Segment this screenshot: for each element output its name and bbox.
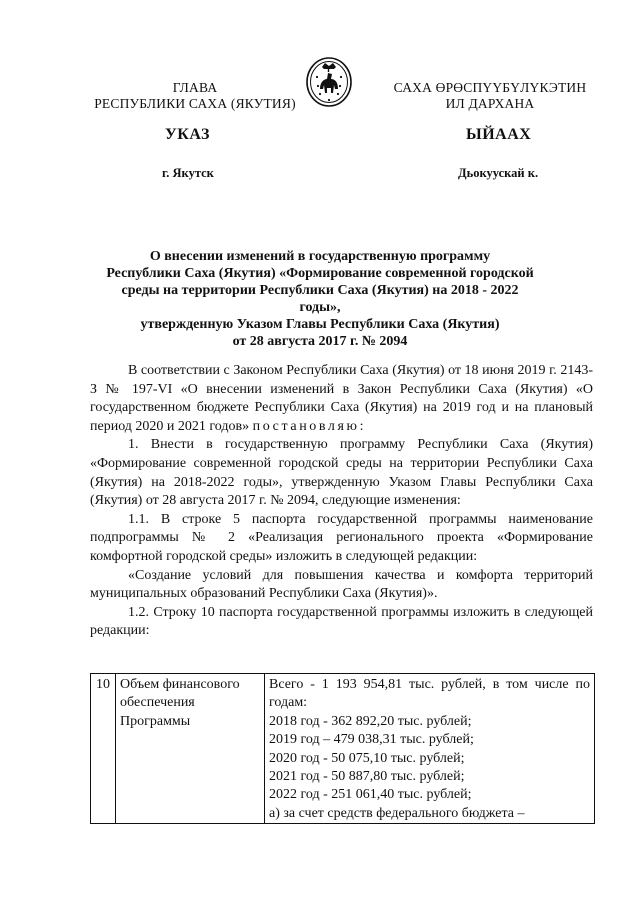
clause-1: 1. Внести в государственную программу Республики Саха (Якутия) «Формирование современной городской среды на территории Республики Саха (Якутия) на 2018-2022 годы», утвержденную Указом Главы Республики Саха (Якутия) от 28 августа 2017 г. № 2094, следующие изменения: [90, 437, 593, 509]
header-right-line2: ИЛ ДАРХАНА [445, 96, 535, 111]
title-line: среды на территории Республики Саха (Якутия) на 2018 - 2022 годы», [121, 283, 519, 315]
city-russian: г. Якутск [162, 166, 214, 180]
row-number-cell: 10 [91, 674, 116, 824]
preamble-text: В соответствии с Законом Республики Саха (Якутия) от 18 июня 2019 г. 2143-З № 197-VI «О внесении изменений в Закон Республики Саха (Якутия) «О государственном бюджете Республики Саха (Якутия) на 2019 год и на плановый период 2020 и 2021 годов» [90, 363, 593, 434]
funding-line: 2019 год – 479 038,31 тыс. рублей; [269, 732, 474, 748]
sakha-coat-of-arms-icon [305, 55, 353, 107]
table-row [91, 674, 595, 824]
doc-type-ukaz: УКАЗ [165, 126, 210, 143]
funding-line: 2020 год - 50 075,10 тыс. рублей; [269, 750, 465, 766]
header-left-line1: ГЛАВА [172, 80, 218, 95]
doc-type-yiyaakh: ЫЙААХ [466, 126, 532, 143]
clause-1-1: 1.1. В строке 5 паспорта государственной программы наименование подпрограммы № 2 «Реализация регионального проекта «Формирование комфортной городской среды» изложить в следующей редакции: [90, 511, 593, 564]
passport-table [90, 673, 595, 824]
row-value-cell [265, 674, 595, 824]
funding-line: 2022 год - 251 061,40 тыс. рублей; [269, 787, 472, 803]
funding-line: а) за счет средств федерального бюджета – [269, 805, 525, 821]
document-title [100, 248, 540, 350]
title-line: Республики Саха (Якутия) «Формирование современной городской [106, 266, 534, 281]
header-left-line2: РЕСПУБЛИКИ САХА (ЯКУТИЯ) [94, 96, 296, 111]
preamble-paragraph [90, 362, 593, 436]
title-line: О внесении изменений в государственную программу [149, 249, 491, 264]
funding-line: Всего - 1 193 954,81 тыс. рублей, в том числе по годам: [269, 677, 590, 711]
header-right [385, 80, 595, 112]
header-right-line1: САХА ӨРӨСПҮҮБҮЛҮКЭТИН [393, 80, 587, 95]
quoted-new-name: «Создание условий для повышения качества и комфорта территорий муниципальных образований Республики Саха (Якутия)». [90, 567, 593, 602]
resolution-word: постановляю: [252, 418, 367, 434]
funding-line: 2021 год - 50 887,80 тыс. рублей; [269, 769, 465, 785]
title-line: от 28 августа 2017 г. № 2094 [232, 334, 408, 349]
title-line: утвержденную Указом Главы Республики Саха (Якутия) [140, 317, 500, 332]
header-left [70, 80, 320, 112]
document-body [90, 362, 593, 641]
funding-line: 2018 год - 362 892,20 тыс. рублей; [269, 713, 472, 729]
row-name-cell: Объем финансового обеспечения Программы [116, 674, 265, 824]
clause-1-2: 1.2. Строку 10 паспорта государственной программы изложить в следующей редакции: [90, 604, 593, 639]
city-yakut: Дьокуускай к. [458, 166, 539, 180]
